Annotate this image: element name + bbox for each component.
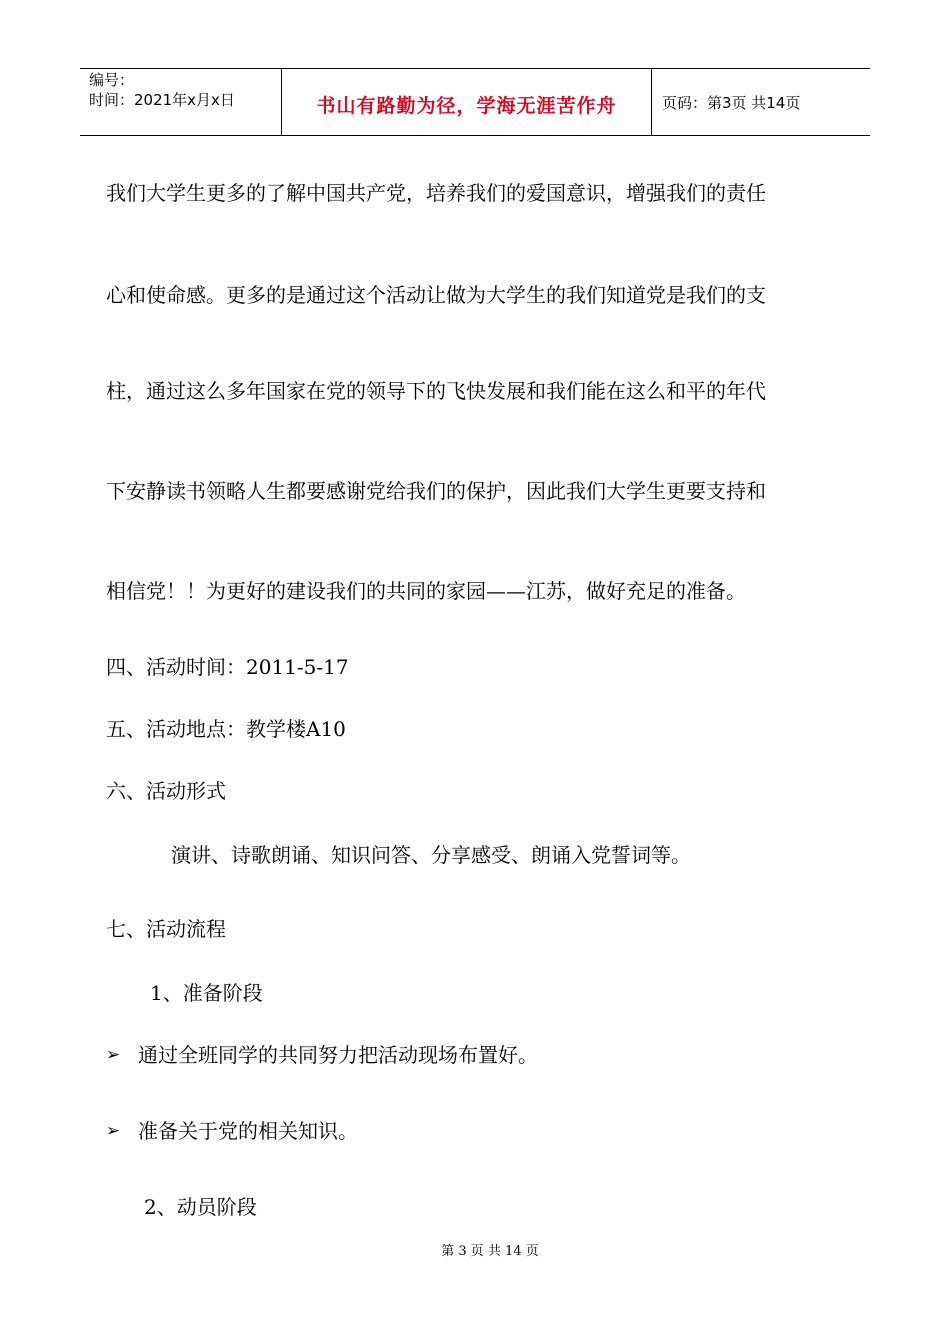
paragraph-line: 心和使命感。更多的是通过这个活动让做为大学生的我们知道党是我们的支: [106, 283, 766, 307]
list-item-text: 通过全班同学的共同努力把活动现场布置好。: [138, 1043, 538, 1067]
paragraph-line: 柱，通过这么多年国家在党的领导下的飞快发展和我们能在这么和平的年代: [106, 379, 766, 403]
document-number-label: 编号：: [89, 71, 135, 89]
section-activity-flow: 七、活动流程: [106, 917, 226, 941]
list-item-text: 准备关于党的相关知识。: [138, 1119, 358, 1143]
header-motto-cell: [281, 69, 652, 135]
stage-mobilization-heading: 2、动员阶段: [144, 1195, 257, 1219]
header-page-cell: [652, 69, 870, 135]
document-date-label: 时间：2021年x月x日: [89, 91, 235, 109]
section-activity-place: 五、活动地点：教学楼A10: [106, 717, 346, 741]
header-motto: 书山有路勤为径，学海无涯苦作舟: [316, 95, 617, 117]
paragraph-line: 我们大学生更多的了解中国共产党，培养我们的爱国意识，增强我们的责任: [106, 181, 766, 205]
arrow-bullet-icon: ➢: [106, 1121, 121, 1141]
section-activity-form: 六、活动形式: [106, 779, 226, 803]
activity-form-content: 演讲、诗歌朗诵、知识问答、分享感受、朗诵入党誓词等。: [171, 843, 691, 867]
section-activity-time: 四、活动时间：2011-5-17: [106, 655, 349, 679]
paragraph-line: 相信党！！为更好的建设我们的共同的家园——江苏，做好充足的准备。: [106, 579, 746, 603]
stage-preparation-heading: 1、准备阶段: [150, 981, 263, 1005]
header-table: [80, 68, 870, 136]
arrow-bullet-icon: ➢: [106, 1045, 121, 1065]
header-page-number: 页码：第3页 共14页: [662, 94, 801, 112]
header-info-cell: [80, 69, 281, 135]
page-footer: 第 3 页 共 14 页: [441, 1244, 539, 1259]
paragraph-line: 下安静读书领略人生都要感谢党给我们的保护，因此我们大学生更要支持和: [106, 479, 766, 503]
